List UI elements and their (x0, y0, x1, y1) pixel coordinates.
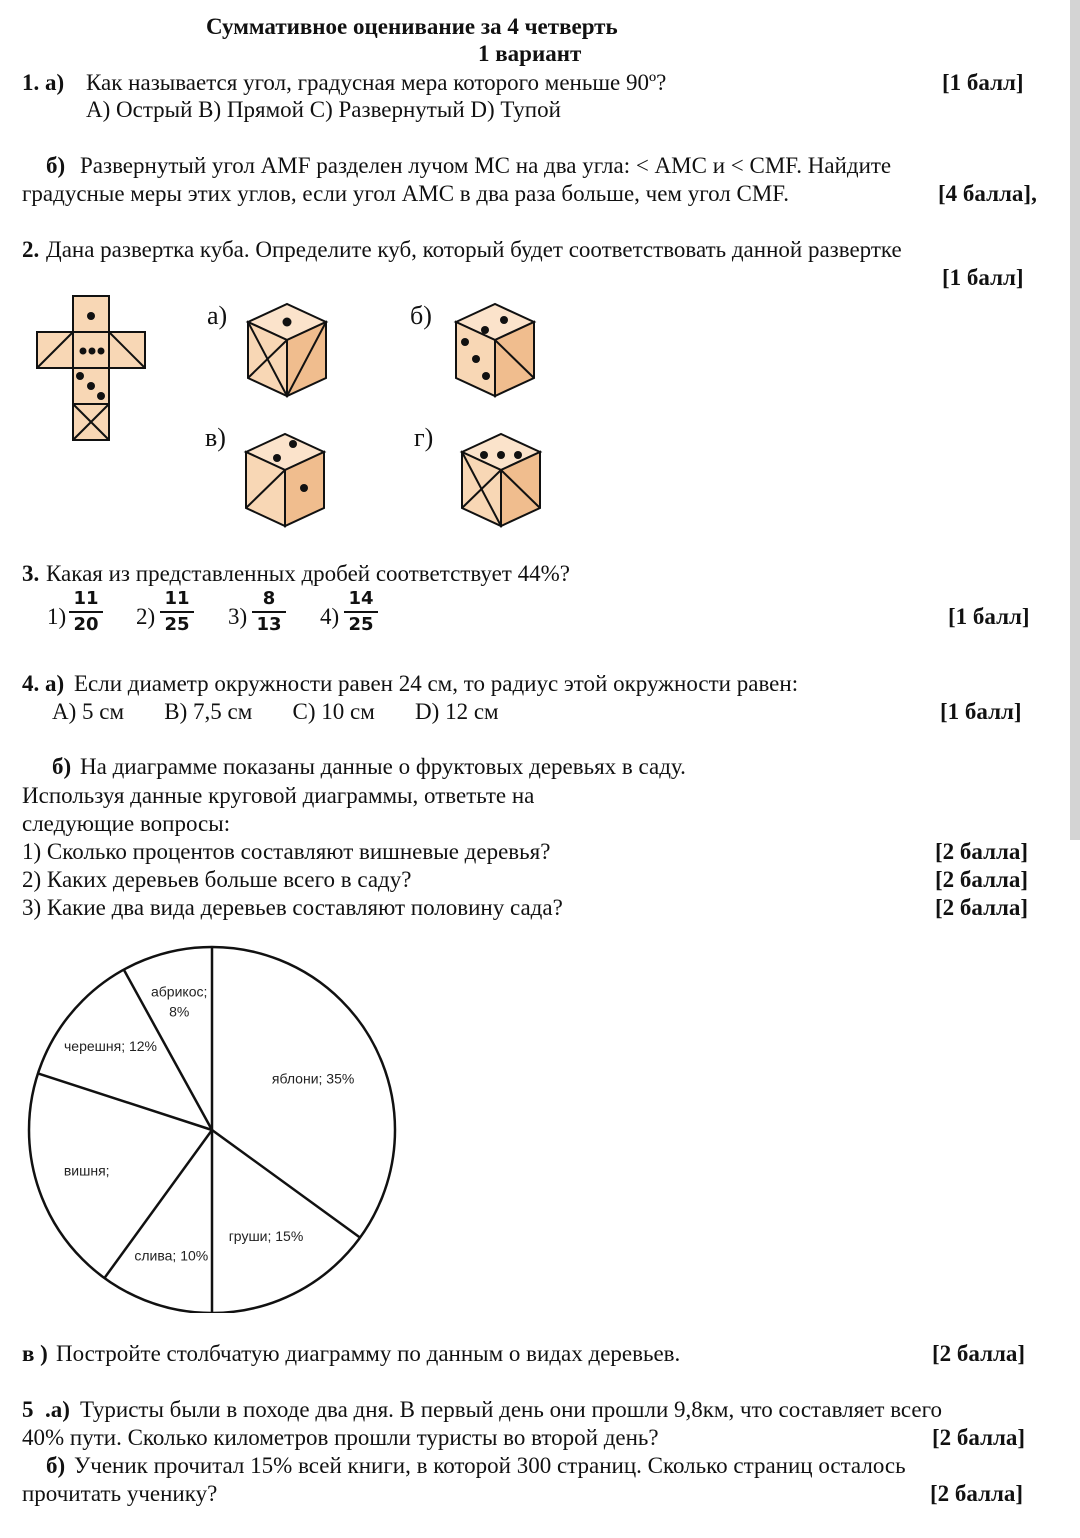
q4b-question-1: 1) Сколько процентов составляют вишневые деревья? (22, 839, 551, 864)
q4c-label: в ) (22, 1341, 48, 1366)
q2-label: 2. (22, 237, 40, 262)
q1a-text: Как называется угол, градусная мера которого меньше 90º? (86, 70, 667, 95)
q3-fraction-4 (344, 588, 378, 636)
cube-b (456, 304, 534, 396)
scrollbar[interactable] (1070, 0, 1080, 840)
q4a-points: [1 балл] (940, 699, 1022, 724)
cube-option-b: б) (410, 301, 432, 330)
numerator: 8 (262, 588, 276, 609)
q2-points: [1 балл] (942, 265, 1024, 290)
q5b-label: б) (46, 1453, 66, 1478)
numerator: 11 (164, 588, 190, 609)
q4b-text-1: На диаграмме показаны данные о фруктовых деревьях в саду. (80, 754, 686, 779)
q5b-points: [2 балла] (930, 1481, 1024, 1506)
denominator: 25 (164, 614, 190, 635)
q3-option-3-label: 3) (228, 604, 248, 629)
q3-option-1-label: 1) (47, 604, 67, 629)
q1a-label: 1. а) (22, 70, 65, 95)
pie-slice-label: груши; 15% (228, 1228, 304, 1244)
pie-slice-label: яблони; 35% (271, 1070, 355, 1087)
q4b-text-2: Используя данные круговой диаграммы, ответьте на (22, 783, 535, 808)
q1b-text-1: Развернутый угол АМF разделен лучом МС на два угла: < АМС и < СМF. Найдите (80, 153, 892, 178)
q3-points: [1 балл] (948, 604, 1030, 629)
q5a-points: [2 балла] (932, 1425, 1026, 1450)
pie-slice-label: черешня; 12% (64, 1038, 157, 1054)
q3-option-4-label: 4) (320, 604, 340, 629)
numerator: 11 (73, 588, 99, 609)
q3-fraction-3 (252, 588, 286, 636)
q4c-text: Постройте столбчатую диаграмму по данным о видах деревьев. (56, 1341, 681, 1366)
q3-fraction-1 (69, 588, 103, 636)
q1b-text-2: градусные меры этих углов, если угол АМС в два раза больше, чем угол СМF. (22, 181, 790, 206)
q4a-options: А) 5 см В) 7,5 см С) 10 см D) 12 см (52, 699, 499, 724)
q1b-points: [4 балла], (938, 181, 1037, 206)
q4b-text-3: следующие вопросы: (22, 811, 231, 836)
q3-option-2-label: 2) (136, 604, 156, 629)
cube-g (462, 434, 540, 526)
q1b-label: б) (46, 153, 66, 178)
q4b-question-1-points: [2 балла] (935, 839, 1029, 864)
q3-text: Какая из представленных дробей соответствует 44%? (46, 561, 570, 586)
q4b-question-2: 2) Каких деревьев больше всего в саду? (22, 867, 412, 892)
q4c-points: [2 балла] (932, 1341, 1026, 1366)
cube-figures (0, 290, 600, 540)
q4b-label: б) (52, 754, 72, 779)
numerator: 14 (348, 588, 374, 609)
q5b-text-1: Ученик прочитал 15% всей книги, в которой 300 страниц. Сколько страниц осталось (74, 1453, 906, 1478)
cube-option-a: а) (207, 301, 228, 330)
q5a-text-2: 40% пути. Сколько километров прошли туристы во второй день? (22, 1425, 659, 1450)
denominator: 20 (73, 614, 99, 635)
pie-slice-label: абрикос; 8% (151, 983, 208, 1020)
q4a-label: 4. а) (22, 671, 65, 696)
pie-chart (20, 945, 400, 1313)
q2-text: Дана развертка куба. Определите куб, который будет соответствовать данной развертке (46, 237, 902, 262)
denominator: 13 (256, 614, 282, 635)
cube-v (246, 434, 324, 526)
denominator: 25 (348, 614, 374, 635)
pie-slice-label: вишня; (63, 1162, 110, 1179)
q1a-options: А) Острый В) Прямой С) Развернутый D) Тупой (86, 97, 561, 122)
pie-slice-label: слива; 10% (134, 1247, 209, 1264)
page-title: Суммативное оценивание за 4 четверть (206, 14, 618, 39)
q4b-question-2-points: [2 балла] (935, 867, 1029, 892)
q4b-question-3-points: [2 балла] (935, 895, 1029, 920)
q5a-text-1: Туристы были в походе два дня. В первый день они прошли 9,8км, что составляет всего (80, 1397, 942, 1422)
q1a-points: [1 балл] (942, 70, 1024, 95)
q3-fraction-2 (160, 588, 194, 636)
q4b-question-3: 3) Какие два вида деревьев составляют половину сада? (22, 895, 563, 920)
cube-option-g: г) (414, 423, 434, 452)
q5b-text-2: прочитать ученику? (22, 1481, 218, 1506)
variant-title: 1 вариант (478, 41, 582, 66)
q5a-label: 5 .а) (22, 1397, 70, 1422)
cube-option-v: в) (205, 423, 226, 452)
q3-label: 3. (22, 561, 40, 586)
q4a-text: Если диаметр окружности равен 24 см, то радиус этой окружности равен: (74, 671, 799, 696)
